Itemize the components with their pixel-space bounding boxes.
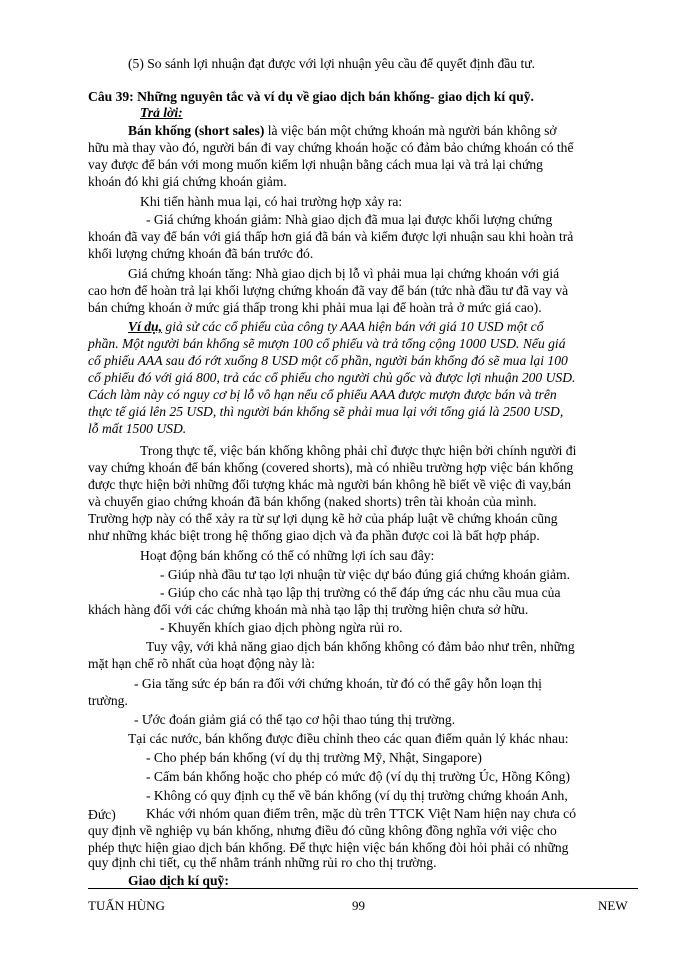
para-two-cases: Khi tiến hành mua lại, có hai trường hợp xảy ra: [140,194,403,209]
limit-1-line-2: trường. [88,693,128,708]
para-definition-line-1 [128,122,557,139]
vietnam-line-3: phép thực hiện giao dịch bán khống. Để thực hiện việc bán khống đòi hỏi phải có những [88,840,569,855]
practice-line-2: vay chứng khoán để bán khống (covered shorts), mà có nhiều trường hợp việc bán khống [88,460,574,475]
limit-2: - Ước đoán giảm giá có thể tạo cơ hội thao túng thị trường. [134,712,456,727]
answer-label: Trả lời: [140,105,183,120]
case-price-up-line-2: cao hơn để hoàn trả lại khối lượng chứng khoán đã vay để bán (tức nhà đầu tư đã vay và [88,283,569,298]
example-line-4: cổ phiếu đó với giá 800, trả các cổ phiếu cho người chủ gốc và được lợi nhuận 200 USD. [88,370,576,385]
limits-intro-line-1: Tuy vậy, với khả năng giao dịch bán khống không có đảm bảo như trên, những [146,639,575,654]
countries-intro: Tại các nước, bán khống được điều chỉnh theo các quan điểm quản lý khác nhau: [128,731,569,746]
country-option-3-line-2: Đức) [88,807,116,822]
example-text: giả sử các cổ phiếu của công ty AAA hiện bán với giá 10 USD một cổ [162,319,544,334]
case-price-down-line-3: khối lượng chứng khoán đã bán trước đó. [88,246,314,261]
benefit-2-line-1: - Giúp cho các nhà tạo lập thị trường có thể đáp ứng các nhu cầu mua của [160,585,561,600]
example-line-7: lỗ mất 1500 USD. [88,421,187,436]
practice-line-6: như những khác biệt trong hệ thống giao dịch và đa phần được coi là bất hợp pháp. [88,528,540,543]
example-line-6: thực tế giá lên 25 USD, thì người bán khống sẽ phải mua lại với tổng giá là 2500 USD, [88,404,564,419]
benefit-2-line-2: khách hàng đối với các chứng khoán mà nhà tạo lập thị trường hiện chưa sở hữu. [88,602,529,617]
vietnam-line-1: Khác với nhóm quan điểm trên, mặc dù trên TTCK Việt Nam hiện nay chưa có [146,806,576,821]
country-option-1: - Cho phép bán khống (ví dụ thị trường Mỹ, Nhật, Singapore) [146,750,482,765]
prev-item-5: (5) So sánh lợi nhuận đạt được với lợi nhuận yêu cầu để quyết định đầu tư. [128,56,536,71]
example-line-1 [128,318,544,335]
example-label: Ví dụ, [128,319,162,334]
practice-line-3: được thực hiện bởi những đối tượng khác mà người bán không hề biết về việc đi vay,bán [88,477,571,492]
country-option-2: - Cấm bán khống hoặc cho phép có mức độ (ví dụ thị trường Úc, Hồng Kông) [146,769,570,784]
case-price-up-line-1: Giá chứng khoán tăng: Nhà giao dịch bị lỗ vì phải mua lại chứng khoán với giá [128,266,560,281]
limits-intro-line-2: mặt hạn chế rõ nhất của hoạt động này là: [88,656,315,671]
limit-1-line-1: - Gia tăng sức ép bán ra đối với chứng khoán, từ đó có thể gây hỗn loạn thị [134,676,542,691]
term-short-sales: Bán khống (short sales) [128,123,265,138]
definition-text: là việc bán một chứng khoán mà người bán không sở [264,123,557,138]
example-line-5: Cách làm này có nguy cơ bị lỗ vô hạn nếu cổ phiếu AAA được mượn được bán và trên [88,387,557,402]
margin-trading-heading: Giao dịch kí quỹ: [128,873,229,888]
practice-line-1: Trong thực tế, việc bán khống không phải chỉ được thực hiện bởi chính người đi [140,443,577,458]
example-line-3: cổ phiếu AAA sau đó rớt xuống 8 USD một cổ phần, người bán khống đó sẽ mua lại 100 [88,353,568,368]
practice-line-4: và chuyển giao chứng khoán đã bán khống (naked shorts) trên tài khoản của mình. [88,494,537,509]
benefit-3: - Khuyến khích giao dịch phòng ngừa rủi ro. [160,620,403,635]
footer-page-number: 99 [352,898,365,913]
para-definition-line-2: hữu mà thay vào đó, người bán đi vay chứng khoán hoặc có đảm bảo chứng khoán có thể [88,140,574,155]
country-option-3-line-1: - Không có quy định cụ thể về bán khống (ví dụ thị trường chứng khoán Anh, [146,788,568,803]
case-price-down-line-2: khoán đã vay để bán với giá thấp hơn giá đã bán và kiếm được lợi nhuận sau khi hoàn trả [88,229,574,244]
practice-line-5: Trường hợp này có thể xảy ra từ sự lợi dụng kẽ hở của pháp luật về chứng khoán cũng [88,511,558,526]
example-line-2: phần. Một người bán khống sẽ mượn 100 cổ phiếu và trả tổng cộng 1000 USD. Nếu giá [88,336,566,351]
question-heading: Câu 39: Những nguyên tắc và ví dụ về giao dịch bán khống- giao dịch kí quỹ. [88,89,534,104]
case-price-up-line-3: bán chứng khoán ở mức giá thấp trong khi phải mua lại để hoàn trả ở mức giá cao). [88,300,542,315]
para-definition-line-3: vay được để bán với mong muốn kiếm lợi nhuận bằng cách mua lại và trả lại chứng [88,157,543,172]
benefit-1: - Giúp nhà đầu tư tạo lợi nhuận từ việc dự báo đúng giá chứng khoán giảm. [160,567,571,582]
vietnam-line-2: quy định về nghiệp vụ bán khống, nhưng điều đó cũng không đồng nghĩa với việc cho [88,823,557,838]
case-price-down-line-1: - Giá chứng khoán giảm: Nhà giao dịch đã mua lại được khối lượng chứng [146,212,553,227]
vietnam-line-4: quy định chi tiết, cụ thể nhằm tránh những rủi ro cho thị trường. [88,855,437,870]
footer-tag: NEW [598,898,628,913]
benefits-intro: Hoạt động bán khống có thể có những lợi ích sau đây: [140,548,435,563]
para-definition-line-4: khoán đó khi giá chứng khoán giảm. [88,174,287,189]
footer-author: TUẤN HÙNG [88,898,165,913]
